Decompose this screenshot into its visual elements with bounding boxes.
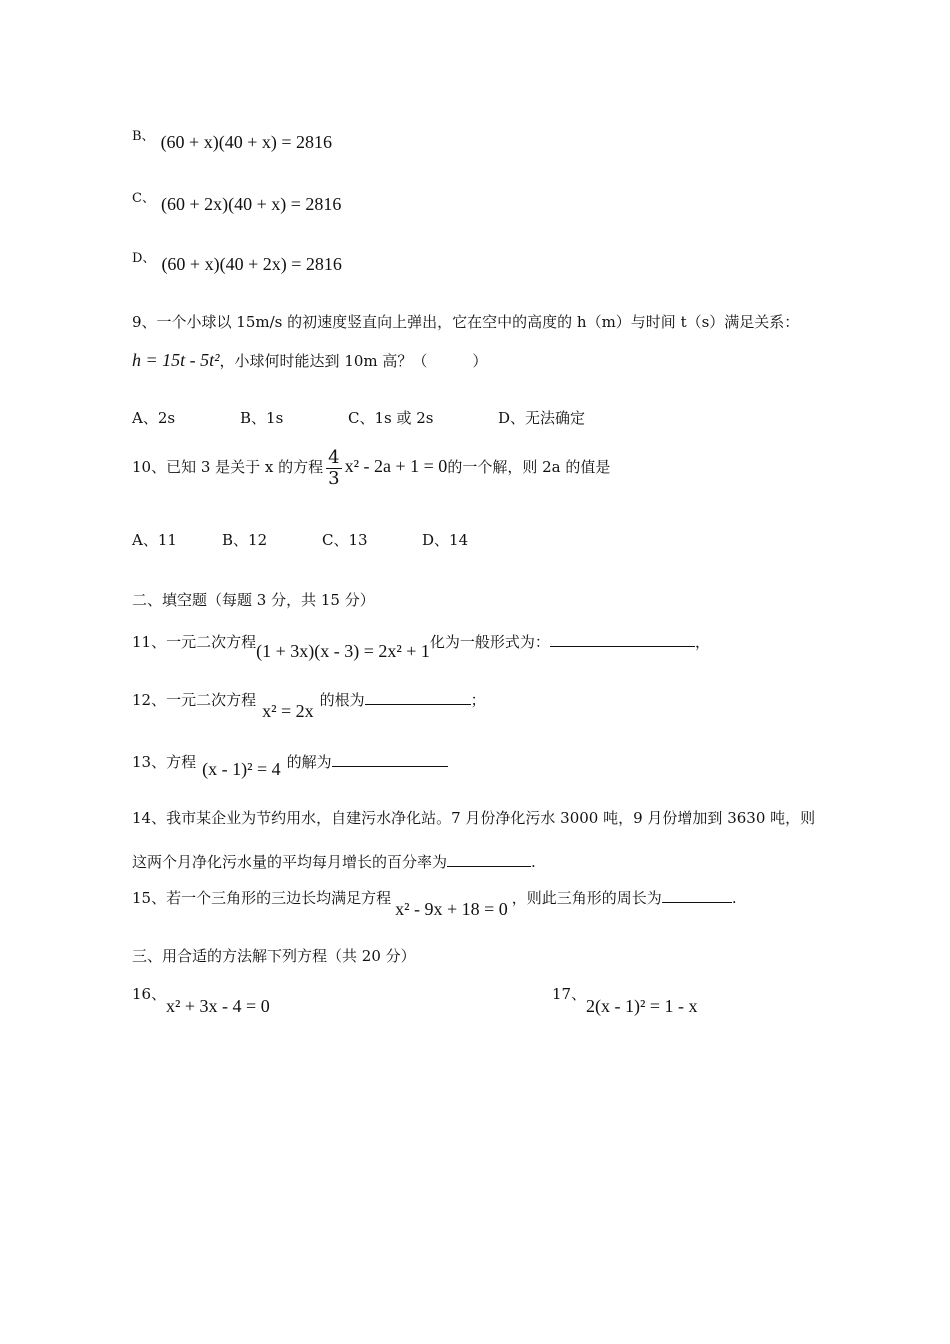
q12-prefix: 12、一元二次方程 (132, 691, 257, 709)
q8-option-d-label: D、 (132, 251, 156, 266)
q11-prefix: 11、一元二次方程 (132, 633, 257, 651)
q8-option-d (132, 251, 342, 277)
q11-equation: (1 + 3x)(x - 3) = 2x² + 1 (256, 641, 430, 661)
q11-line (132, 630, 710, 661)
q13-suffix: 的解为 (286, 753, 332, 771)
q13-prefix: 13、方程 (132, 753, 197, 771)
q8-option-b-label: B、 (132, 129, 155, 144)
q10-options (132, 530, 468, 550)
q16-label: 16、 (132, 985, 167, 1003)
q9-question: ，小球何时能达到 10m 高？（ ） (219, 352, 488, 370)
q15-equation: x² - 9x + 18 = 0 (395, 899, 508, 919)
q12-equation: x² = 2x (262, 701, 314, 721)
q15-suffix: ，则此三角形的周长为 (511, 889, 662, 907)
q13-line (132, 750, 448, 779)
q9-text: 9、一个小球以 15m/s 的初速度竖直向上弹出，它在空中的高度的 h（m）与时间 t（s）满足关系： (132, 313, 800, 331)
q16 (132, 984, 166, 1004)
q14-line1: 14、我市某企业为节约用水，自建污水净化站。7 月份净化污水 3000 吨，9 月份增加到 3630 吨，则 (132, 809, 816, 827)
q17-equation: 2(x - 1)² = 1 - x (586, 996, 698, 1016)
q10-fraction-num: 4 (328, 446, 340, 468)
q11-suffix: 化为一般形式为： (429, 633, 550, 651)
q9-formula-line (132, 350, 487, 371)
section3-title: 三、用合适的方法解下列方程（共 20 分） (132, 947, 416, 965)
q9-option-b: B、1s (240, 409, 284, 427)
q9-options (132, 408, 585, 428)
q14-text: 这两个月净化污水量的平均每月增长的百分率为 (132, 853, 448, 871)
q8-option-b (132, 129, 332, 155)
q8-option-c-label: C、 (132, 191, 155, 206)
q8-option-d-expr: (60 + x)(40 + 2x) = 2816 (161, 254, 342, 274)
q9-formula: h = 15t - 5t² (132, 350, 220, 370)
q10-option-d: D、14 (422, 531, 469, 549)
q15-answer-blank[interactable] (662, 886, 732, 903)
q10-prefix: 10、已知 3 是关于 x 的方程 (132, 458, 324, 476)
q13-answer-blank[interactable] (332, 750, 448, 767)
q15-end: . (731, 889, 737, 907)
q10-suffix: 的一个解，则 2a 的值是 (447, 458, 611, 476)
q10-fraction (326, 448, 341, 489)
q17-label: 17、 (552, 985, 587, 1003)
q10-option-b: B、12 (222, 531, 268, 549)
q12-suffix: 的根为 (319, 691, 365, 709)
q8-option-c-expr: (60 + 2x)(40 + x) = 2816 (160, 194, 342, 214)
section2-title: 二、填空题（每题 3 分，共 15 分） (132, 591, 375, 609)
q10-option-a: A、11 (132, 531, 177, 549)
q16-equation: x² + 3x - 4 = 0 (166, 996, 270, 1016)
q14-answer-blank[interactable] (447, 850, 531, 867)
q11-answer-blank[interactable] (550, 630, 695, 647)
q14-line2 (132, 850, 536, 872)
q15-line (132, 886, 737, 919)
q9-option-a: A、2s (132, 409, 176, 427)
q10-fraction-den: 3 (328, 467, 340, 489)
q8-option-b-expr: (60 + x)(40 + x) = 2816 (160, 132, 332, 152)
q9-option-c: C、1s 或 2s (348, 409, 434, 427)
q12-answer-blank[interactable] (365, 688, 471, 705)
q12-line (132, 688, 486, 721)
q17 (552, 984, 586, 1004)
q11-end: ， (694, 633, 710, 651)
q10-line (132, 446, 610, 489)
q13-equation: (x - 1)² = 4 (202, 759, 281, 779)
q15-prefix: 15、若一个三角形的三边长均满足方程 (132, 889, 392, 907)
q12-end: ； (470, 691, 486, 709)
q9-option-d: D、无法确定 (498, 409, 586, 427)
q10-option-c: C、13 (322, 531, 368, 549)
q8-option-c (132, 191, 342, 217)
q14-end: . (531, 853, 536, 871)
q10-equation: x² - 2a + 1 = 0 (344, 456, 448, 476)
